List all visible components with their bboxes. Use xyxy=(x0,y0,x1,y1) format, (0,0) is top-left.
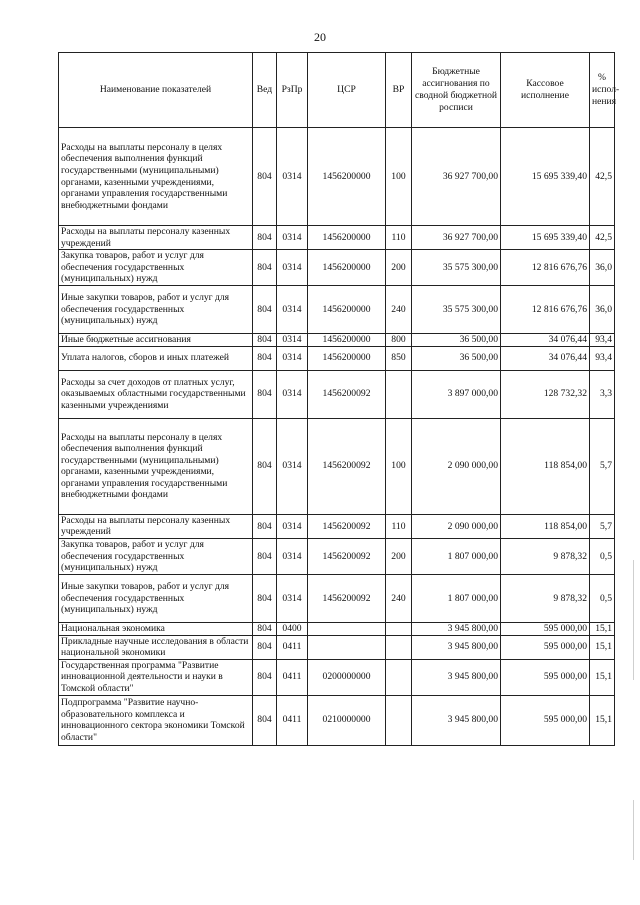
row-percent: 36,0 xyxy=(590,250,615,286)
header-col-ved: Вед xyxy=(253,53,277,128)
scan-edge-mark xyxy=(633,800,634,860)
table-body xyxy=(59,128,615,746)
row-ved: 804 xyxy=(253,370,277,418)
table-row xyxy=(59,538,615,574)
row-rzpr: 0314 xyxy=(277,286,308,334)
row-rzpr: 0314 xyxy=(277,334,308,347)
table-row xyxy=(59,334,615,347)
row-percent: 3,3 xyxy=(590,370,615,418)
row-name: Расходы на выплаты персоналу казенных учреждений xyxy=(59,226,253,250)
row-rzpr: 0411 xyxy=(277,695,308,745)
header-col-csr: ЦСР xyxy=(308,53,386,128)
row-percent: 0,5 xyxy=(590,538,615,574)
row-percent: 15,1 xyxy=(590,622,615,635)
table-row xyxy=(59,659,615,695)
row-cash: 595 000,00 xyxy=(501,622,590,635)
row-ved: 804 xyxy=(253,514,277,538)
row-csr: 1456200000 xyxy=(308,250,386,286)
row-name: Уплата налогов, сборов и иных платежей xyxy=(59,346,253,370)
row-vr: 240 xyxy=(386,574,412,622)
row-name: Подпрограмма "Развитие научно-образовательного комплекса и инновационного сектора экономики Томской области" xyxy=(59,695,253,745)
row-rzpr: 0411 xyxy=(277,659,308,695)
row-vr xyxy=(386,635,412,659)
row-ved: 804 xyxy=(253,622,277,635)
row-percent: 5,7 xyxy=(590,418,615,514)
row-percent: 15,1 xyxy=(590,695,615,745)
table-header-row xyxy=(59,53,615,128)
row-csr: 1456200092 xyxy=(308,538,386,574)
row-cash: 595 000,00 xyxy=(501,635,590,659)
row-name: Расходы на выплаты персоналу в целях обеспечения выполнения функций государственными (муниципальными) органами, казенными учреждениями, органами управления государственными внебюджетными фондами xyxy=(59,418,253,514)
row-cash: 12 816 676,76 xyxy=(501,250,590,286)
table-row xyxy=(59,128,615,226)
row-vr xyxy=(386,622,412,635)
table-row xyxy=(59,286,615,334)
row-rzpr: 0411 xyxy=(277,635,308,659)
row-name: Иные закупки товаров, работ и услуг для обеспечения государственных (муниципальных) нужд xyxy=(59,574,253,622)
header-col-cash: Кассовое исполнение xyxy=(501,53,590,128)
row-rzpr: 0314 xyxy=(277,346,308,370)
row-cash: 595 000,00 xyxy=(501,695,590,745)
table-row xyxy=(59,622,615,635)
row-vr xyxy=(386,659,412,695)
row-csr: 1456200000 xyxy=(308,286,386,334)
row-cash: 15 695 339,40 xyxy=(501,226,590,250)
row-ved: 804 xyxy=(253,286,277,334)
row-cash: 12 816 676,76 xyxy=(501,286,590,334)
row-ved: 804 xyxy=(253,334,277,347)
row-rzpr: 0314 xyxy=(277,538,308,574)
row-csr xyxy=(308,635,386,659)
budget-table xyxy=(58,52,620,746)
table-row xyxy=(59,250,615,286)
row-assignments: 3 945 800,00 xyxy=(412,622,501,635)
row-csr: 1456200092 xyxy=(308,370,386,418)
row-ved: 804 xyxy=(253,659,277,695)
row-ved: 804 xyxy=(253,695,277,745)
row-assignments: 1 807 000,00 xyxy=(412,538,501,574)
row-name: Иные закупки товаров, работ и услуг для обеспечения государственных (муниципальных) нужд xyxy=(59,286,253,334)
row-assignments: 36 927 700,00 xyxy=(412,128,501,226)
row-cash: 34 076,44 xyxy=(501,346,590,370)
row-percent: 42,5 xyxy=(590,226,615,250)
row-cash: 118 854,00 xyxy=(501,418,590,514)
row-percent: 42,5 xyxy=(590,128,615,226)
row-csr: 1456200000 xyxy=(308,226,386,250)
row-vr xyxy=(386,695,412,745)
row-cash: 9 878,32 xyxy=(501,574,590,622)
row-name: Национальная экономика xyxy=(59,622,253,635)
row-vr: 200 xyxy=(386,250,412,286)
row-percent: 15,1 xyxy=(590,659,615,695)
row-assignments: 3 897 000,00 xyxy=(412,370,501,418)
row-ved: 804 xyxy=(253,418,277,514)
row-csr: 1456200000 xyxy=(308,128,386,226)
row-vr: 100 xyxy=(386,418,412,514)
row-rzpr: 0314 xyxy=(277,226,308,250)
row-cash: 128 732,32 xyxy=(501,370,590,418)
row-name: Закупка товаров, работ и услуг для обеспечения государственных (муниципальных) нужд xyxy=(59,538,253,574)
row-ved: 804 xyxy=(253,538,277,574)
header-col-rzpr: РзПр xyxy=(277,53,308,128)
row-vr: 200 xyxy=(386,538,412,574)
row-ved: 804 xyxy=(253,250,277,286)
row-assignments: 1 807 000,00 xyxy=(412,574,501,622)
row-vr xyxy=(386,370,412,418)
row-name: Иные бюджетные ассигнования xyxy=(59,334,253,347)
row-ved: 804 xyxy=(253,226,277,250)
row-assignments: 3 945 800,00 xyxy=(412,659,501,695)
row-name: Закупка товаров, работ и услуг для обеспечения государственных (муниципальных) нужд xyxy=(59,250,253,286)
row-csr: 0210000000 xyxy=(308,695,386,745)
row-percent: 36,0 xyxy=(590,286,615,334)
table-row xyxy=(59,346,615,370)
row-percent: 5,7 xyxy=(590,514,615,538)
row-assignments: 3 945 800,00 xyxy=(412,695,501,745)
row-name: Расходы за счет доходов от платных услуг, оказываемых областными государственными казенными учреждениями xyxy=(59,370,253,418)
table-row xyxy=(59,418,615,514)
table-row xyxy=(59,574,615,622)
row-percent: 15,1 xyxy=(590,635,615,659)
row-name: Расходы на выплаты персоналу казенных учреждений xyxy=(59,514,253,538)
row-rzpr: 0314 xyxy=(277,418,308,514)
table-row xyxy=(59,226,615,250)
header-col-name: Наименование показателей xyxy=(59,53,253,128)
page-number: 20 xyxy=(314,30,326,44)
row-csr: 1456200092 xyxy=(308,418,386,514)
row-rzpr: 0400 xyxy=(277,622,308,635)
header-col-percent: % испол-нения xyxy=(590,53,615,128)
row-ved: 804 xyxy=(253,128,277,226)
row-assignments: 2 090 000,00 xyxy=(412,514,501,538)
row-rzpr: 0314 xyxy=(277,128,308,226)
row-percent: 93,4 xyxy=(590,334,615,347)
row-assignments: 35 575 300,00 xyxy=(412,250,501,286)
row-csr: 0200000000 xyxy=(308,659,386,695)
row-percent: 0,5 xyxy=(590,574,615,622)
table-row xyxy=(59,514,615,538)
row-rzpr: 0314 xyxy=(277,574,308,622)
row-percent: 93,4 xyxy=(590,346,615,370)
row-assignments: 36 927 700,00 xyxy=(412,226,501,250)
row-cash: 118 854,00 xyxy=(501,514,590,538)
row-csr: 1456200000 xyxy=(308,346,386,370)
header-col-vr: ВР xyxy=(386,53,412,128)
row-assignments: 3 945 800,00 xyxy=(412,635,501,659)
row-cash: 15 695 339,40 xyxy=(501,128,590,226)
row-assignments: 2 090 000,00 xyxy=(412,418,501,514)
row-vr: 240 xyxy=(386,286,412,334)
row-csr: 1456200092 xyxy=(308,514,386,538)
scan-edge-mark xyxy=(633,560,634,680)
row-ved: 804 xyxy=(253,574,277,622)
header-col-assignments: Бюджетные ассигнования по сводной бюджетной росписи xyxy=(412,53,501,128)
row-csr: 1456200000 xyxy=(308,334,386,347)
table-row xyxy=(59,370,615,418)
row-ved: 804 xyxy=(253,635,277,659)
row-cash: 595 000,00 xyxy=(501,659,590,695)
row-assignments: 35 575 300,00 xyxy=(412,286,501,334)
row-ved: 804 xyxy=(253,346,277,370)
row-cash: 9 878,32 xyxy=(501,538,590,574)
row-cash: 34 076,44 xyxy=(501,334,590,347)
row-assignments: 36 500,00 xyxy=(412,334,501,347)
row-vr: 800 xyxy=(386,334,412,347)
row-vr: 100 xyxy=(386,128,412,226)
row-vr: 110 xyxy=(386,226,412,250)
row-rzpr: 0314 xyxy=(277,514,308,538)
row-name: Прикладные научные исследования в области национальной экономики xyxy=(59,635,253,659)
table-row xyxy=(59,635,615,659)
row-vr: 110 xyxy=(386,514,412,538)
row-name: Расходы на выплаты персоналу в целях обеспечения выполнения функций государственными (муниципальными) органами, казенными учреждениями, органами управления государственными внебюджетными фондами xyxy=(59,128,253,226)
row-csr xyxy=(308,622,386,635)
row-vr: 850 xyxy=(386,346,412,370)
row-assignments: 36 500,00 xyxy=(412,346,501,370)
row-rzpr: 0314 xyxy=(277,370,308,418)
table-row xyxy=(59,695,615,745)
row-csr: 1456200092 xyxy=(308,574,386,622)
row-rzpr: 0314 xyxy=(277,250,308,286)
row-name: Государственная программа "Развитие инновационной деятельности и науки в Томской области" xyxy=(59,659,253,695)
